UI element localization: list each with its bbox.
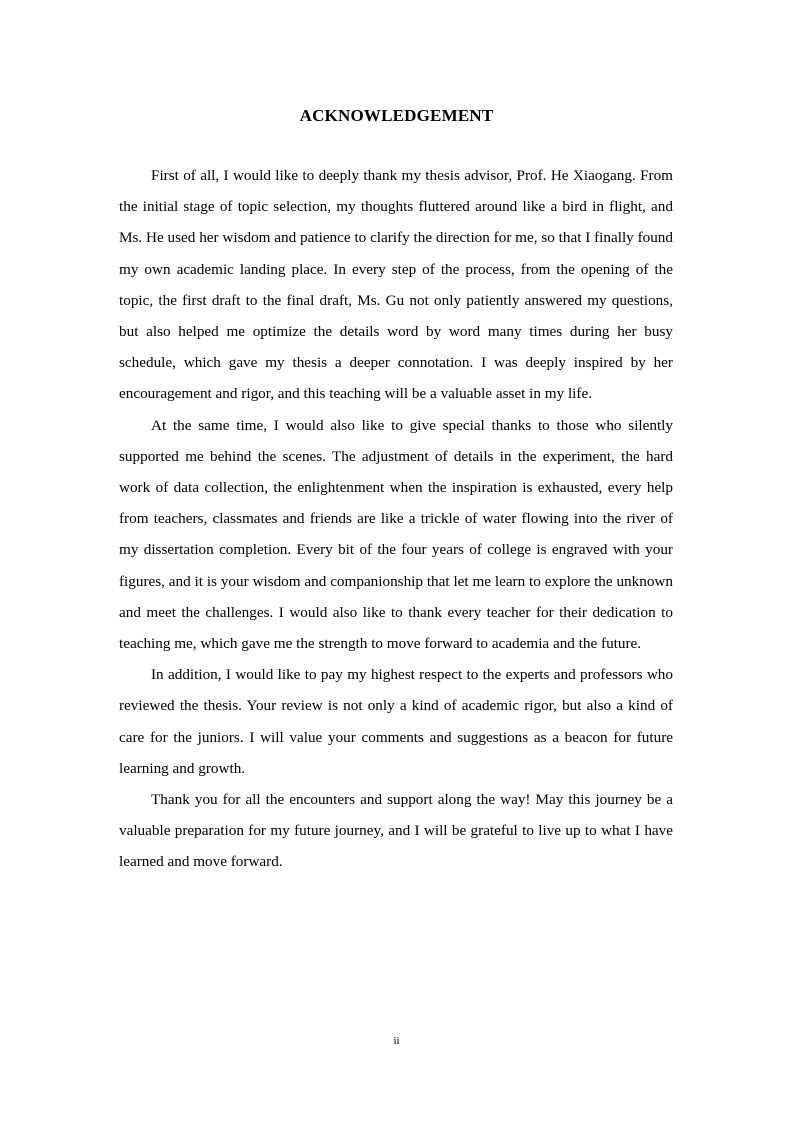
page-number: ii [393,1035,400,1047]
paragraph-reviewers-thanks: In addition, I would like to pay my highest respect to the experts and professors who reviewed the thesis. Your review is not only a kind of academic rigor, but also a kind of care for the juniors. I will value your comments and suggestions as a beacon for future learning and growth. [119,666,673,777]
paragraph-closing: Thank you for all the encounters and support along the way! May this journey be a valuable preparation for my future journey, and I will be grateful to live up to what I have learned and move forward. [119,791,673,871]
acknowledgement-body [119,160,673,878]
page-title: ACKNOWLEDGEMENT [299,106,494,125]
paragraph-supporters-thanks: At the same time, I would also like to give special thanks to those who silently supported me behind the scenes. The adjustment of details in the experiment, the hard work of data collection, the enlightenment when the inspiration is exhausted, every help from teachers, classmates and friends are like a trickle of water flowing into the river of my dissertation completion. Every bit of the four years of college is engraved with your figures, and it is your wisdom and companionship that let me learn to explore the unknown and meet the challenges. I would also like to thank every teacher for their dedication to teaching me, which gave me the strength to move forward to academia and the future. [119,416,673,653]
paragraph-advisor-thanks: First of all, I would like to deeply thank my thesis advisor, Prof. He Xiaogang. From the initial stage of topic selection, my thoughts fluttered around like a bird in flight, and Ms. He used her wisdom and patience to clarify the direction for me, so that I finally found my own academic landing place. In every step of the process, from the opening of the topic, the first draft to the final draft, Ms. Gu not only patiently answered my questions, but also helped me optimize the details word by word many times during her busy schedule, which gave my thesis a deeper connotation. I was deeply inspired by her encouragement and rigor, and this teaching will be a valuable asset in my life. [119,167,673,403]
